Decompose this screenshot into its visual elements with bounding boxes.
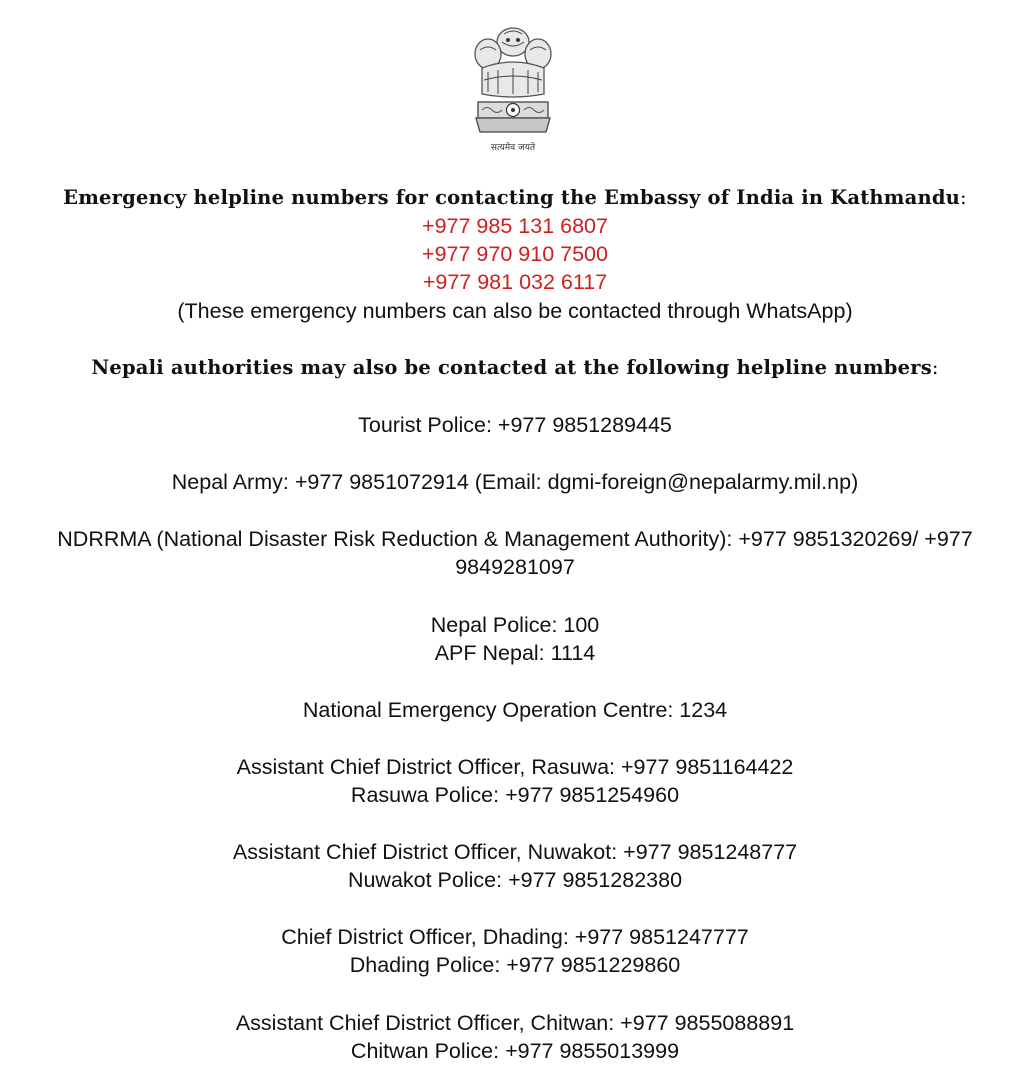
- nepali-heading-text: Nepali authorities may also be contacted at the following helpline numbers: [91, 356, 932, 379]
- embassy-heading-text: Emergency helpline numbers for contacting the Embassy of India in Kathmandu: [63, 186, 961, 209]
- embassy-heading: [0, 184, 1030, 212]
- dhading-police: Dhading Police: +977 9851229860: [349, 953, 681, 977]
- apf-nepal: APF Nepal: 1114: [434, 641, 596, 665]
- nuwakot-police: Nuwakot Police: +977 9851282380: [347, 868, 683, 892]
- emblem-motto: सत्यमेव जयते: [490, 143, 536, 153]
- nepali-heading: [0, 354, 1030, 382]
- embassy-phone-2[interactable]: +977 970 910 7500: [422, 242, 608, 266]
- nuwakot-officer: Assistant Chief District Officer, Nuwakot: +977 9851248777: [232, 840, 798, 864]
- ndrrma: NDRRMA (National Disaster Risk Reduction & Management Authority): +977 9851320269/ +977 9849281097: [57, 527, 973, 579]
- embassy-phone-3[interactable]: +977 981 032 6117: [422, 270, 608, 294]
- tourist-police: Tourist Police: +977 9851289445: [358, 413, 672, 437]
- ashoka-emblem-icon: [468, 20, 558, 158]
- dhading-officer: Chief District Officer, Dhading: +977 9851247777: [281, 925, 749, 949]
- rasuwa-officer: Assistant Chief District Officer, Rasuwa: +977 9851164422: [236, 755, 794, 779]
- nepal-army: Nepal Army: +977 9851072914 (Email: dgmi-foreign@nepalarmy.mil.np): [171, 470, 859, 494]
- nepal-police: Nepal Police: 100: [430, 613, 600, 637]
- whatsapp-note: (These emergency numbers can also be contacted through WhatsApp): [177, 299, 853, 323]
- national-eoc: National Emergency Operation Centre: 1234: [302, 698, 728, 722]
- chitwan-officer: Assistant Chief District Officer, Chitwan: +977 9855088891: [235, 1011, 795, 1035]
- rasuwa-police: Rasuwa Police: +977 9851254960: [350, 783, 680, 807]
- chitwan-police: Chitwan Police: +977 9855013999: [350, 1039, 680, 1063]
- embassy-heading-colon: :: [960, 186, 967, 209]
- nepali-heading-colon: :: [931, 356, 939, 379]
- embassy-phone-1[interactable]: +977 985 131 6807: [422, 214, 608, 238]
